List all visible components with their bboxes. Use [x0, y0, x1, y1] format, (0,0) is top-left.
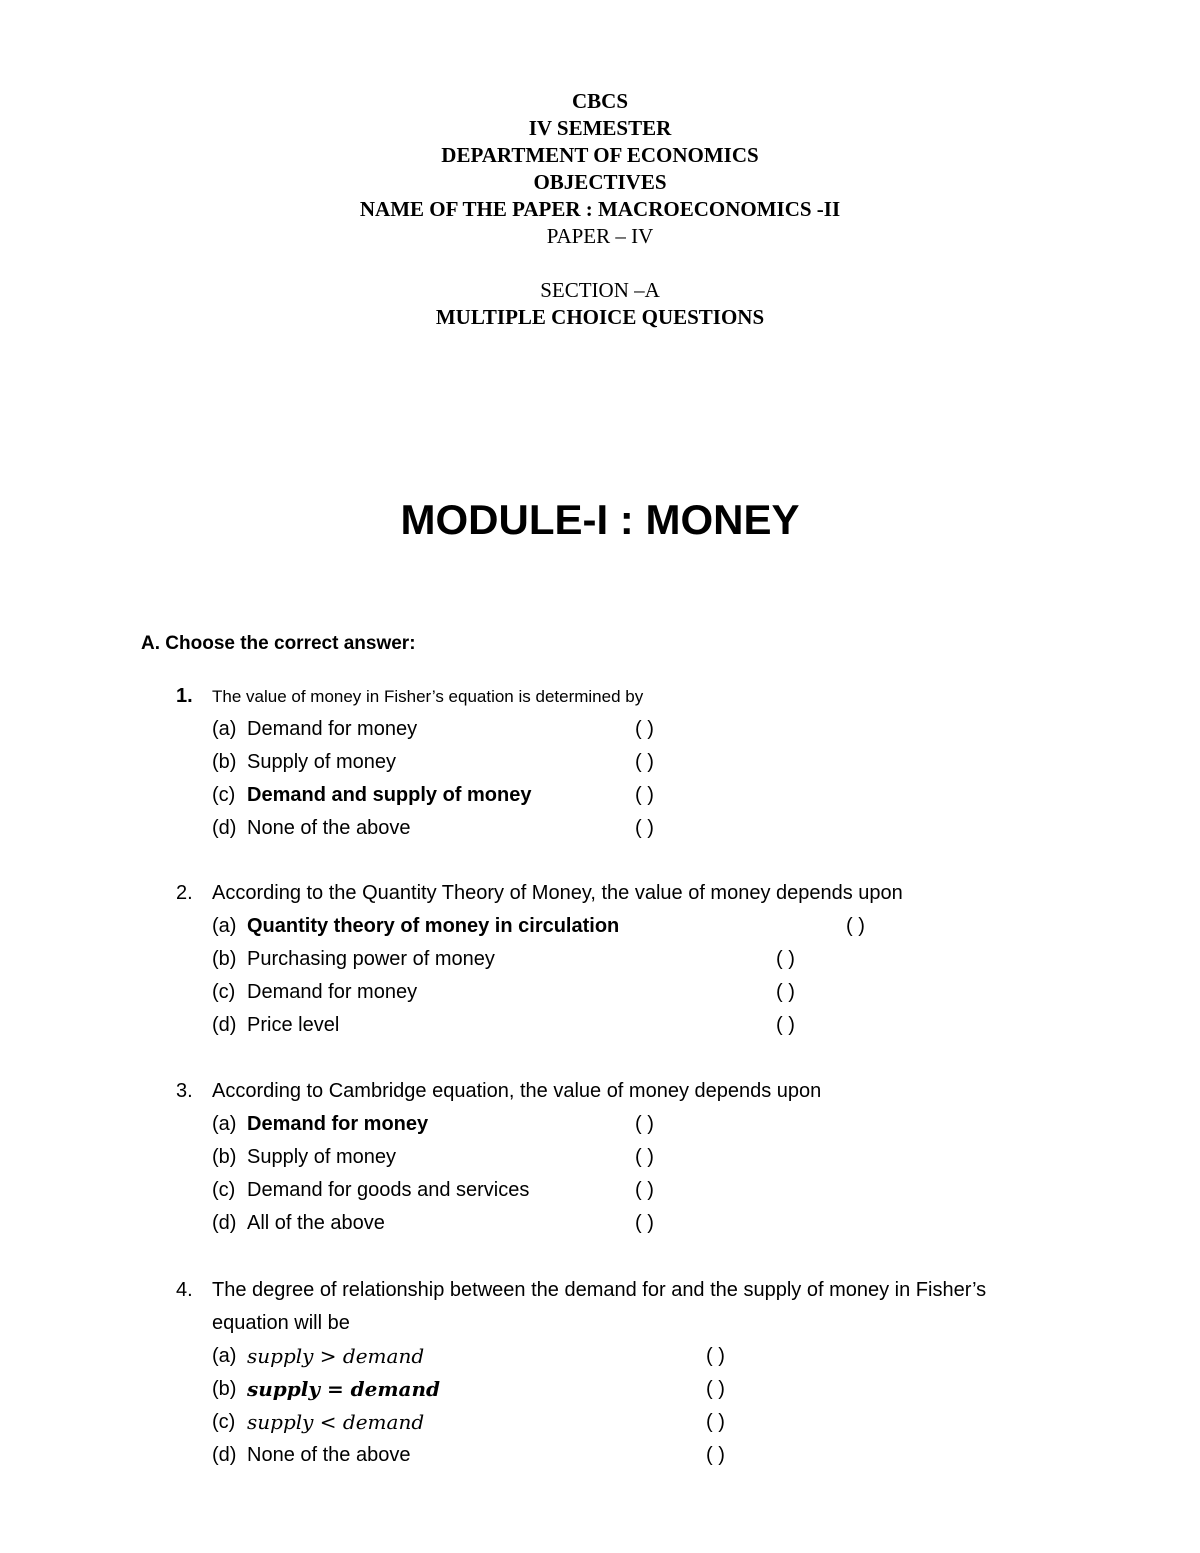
option-text-correct: Demand and supply of money — [247, 784, 532, 806]
option-letter: (a) — [212, 1113, 237, 1135]
option-text-correct: Quantity theory of money in circulation — [247, 915, 620, 937]
header-line-paper-name: NAME OF THE PAPER : MACROECONOMICS -II — [359, 197, 841, 221]
option-letter: (b) — [212, 751, 237, 773]
option-text: Supply of money — [247, 751, 396, 773]
answer-parentheses: ( ) — [706, 1444, 725, 1466]
option-letter: (b) — [212, 948, 237, 970]
option-letter: (a) — [212, 1345, 237, 1367]
answer-parentheses: ( ) — [776, 948, 795, 970]
option-letter: (c) — [212, 784, 236, 806]
option-text: Supply of money — [247, 1146, 396, 1168]
question-number: 1. — [176, 685, 193, 707]
header-line-department: DEPARTMENT OF ECONOMICS — [441, 143, 759, 167]
option-text: None of the above — [247, 817, 411, 839]
header-line-semester: IV SEMESTER — [528, 116, 672, 140]
answer-parentheses: ( ) — [635, 1113, 654, 1135]
header-line-objectives: OBJECTIVES — [533, 170, 667, 194]
option-text-correct: Demand for money — [247, 1113, 429, 1135]
header-line-mcq: MULTIPLE CHOICE QUESTIONS — [435, 305, 765, 329]
option-text: None of the above — [247, 1444, 411, 1466]
question-number: 2. — [176, 882, 193, 904]
option-text: All of the above — [247, 1212, 385, 1234]
option-letter: (c) — [212, 981, 236, 1003]
option-math-text: supply > demand — [247, 1344, 425, 1368]
option-letter: (d) — [212, 1014, 237, 1036]
question-number: 4. — [176, 1279, 193, 1301]
answer-parentheses: ( ) — [706, 1378, 725, 1400]
option-text: Purchasing power of money — [247, 948, 495, 970]
answer-parentheses: ( ) — [846, 915, 865, 937]
question-number: 3. — [176, 1080, 193, 1102]
question-stem: The value of money in Fisher’s equation is determined by — [212, 687, 644, 706]
answer-parentheses: ( ) — [706, 1411, 725, 1433]
header-line-paper-number: PAPER – IV — [546, 224, 654, 248]
question-stem-line-2: equation will be — [212, 1312, 350, 1334]
option-letter: (d) — [212, 1212, 237, 1234]
answer-parentheses: ( ) — [635, 1179, 654, 1201]
header-line-cbcs: CBCS — [571, 89, 629, 113]
option-letter: (d) — [212, 1444, 237, 1466]
question-stem-line-1: The degree of relationship between the demand for and the supply of money in Fisher’s — [212, 1279, 987, 1301]
option-letter: (b) — [212, 1378, 237, 1400]
instruction-heading: A. Choose the correct answer: — [141, 633, 416, 654]
answer-parentheses: ( ) — [776, 1014, 795, 1036]
option-text: Demand for goods and services — [247, 1179, 530, 1201]
option-letter: (a) — [212, 718, 237, 740]
document-header — [0, 88, 1200, 331]
option-text: Demand for money — [247, 718, 418, 740]
module-title: MODULE-I : MONEY — [400, 496, 800, 543]
option-letter: (c) — [212, 1179, 236, 1201]
answer-parentheses: ( ) — [635, 784, 654, 806]
option-letter: (b) — [212, 1146, 237, 1168]
answer-parentheses: ( ) — [635, 718, 654, 740]
answer-parentheses: ( ) — [635, 1212, 654, 1234]
option-text: Demand for money — [247, 981, 418, 1003]
option-text: Price level — [247, 1014, 340, 1036]
option-letter: (c) — [212, 1411, 236, 1433]
option-math-text: supply < demand — [247, 1410, 425, 1434]
question-stem: According to the Quantity Theory of Money, the value of money depends upon — [212, 882, 903, 904]
option-letter: (a) — [212, 915, 237, 937]
option-letter: (d) — [212, 817, 237, 839]
option-math-text-correct: supply = demand — [247, 1377, 441, 1401]
answer-parentheses: ( ) — [635, 751, 654, 773]
answer-parentheses: ( ) — [776, 981, 795, 1003]
answer-parentheses: ( ) — [706, 1345, 725, 1367]
answer-parentheses: ( ) — [635, 1146, 654, 1168]
header-line-section: SECTION –A — [540, 278, 660, 302]
answer-parentheses: ( ) — [635, 817, 654, 839]
question-stem: According to Cambridge equation, the value of money depends upon — [212, 1080, 822, 1102]
